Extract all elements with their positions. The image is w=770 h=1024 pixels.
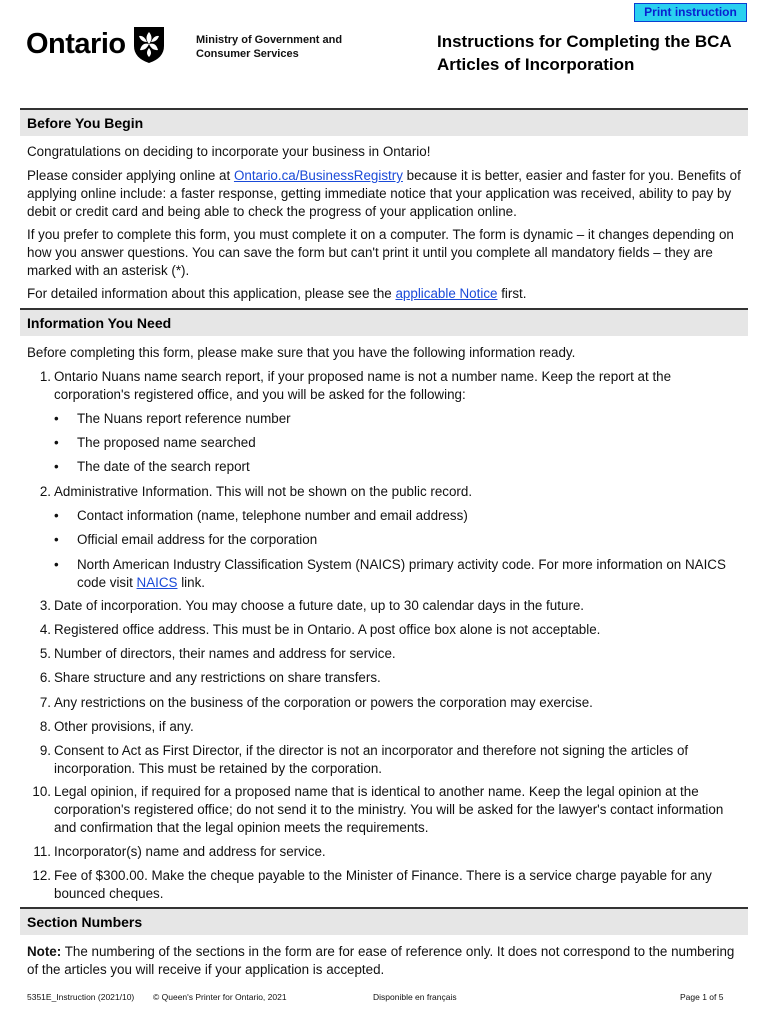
list-item: Legal opinion, if required for a proposed name that is identical to another name. Keep the legal opinion at the corporation's registered office; do not send it to the ministry. You will be asked for the lawyer's contact information and confirmation that the legal opinion meets the requirements. — [54, 784, 724, 835]
bullet-item: Contact information (name, telephone number and email address) — [77, 508, 468, 523]
apply-online-pre: Please consider applying online at — [27, 168, 234, 183]
bullet-item: Official email address for the corporation — [77, 532, 318, 547]
bullet: • — [54, 435, 59, 450]
list-item-nuans: Ontario Nuans name search report, if your proposed name is not a number name. Keep the report at the corporation's registered office, and you will be asked for the following: — [54, 369, 672, 402]
list-item: Other provisions, if any. — [54, 719, 194, 734]
naics-link[interactable]: NAICS — [136, 575, 178, 590]
section-heading-section-numbers: Section Numbers — [20, 907, 748, 935]
list-item: Number of directors, their names and address for service. — [54, 646, 396, 661]
apply-online-post: because it is better, easier and faster for you. Benefits of applying online include: a faster response, getting immediate notice that your application was received, ability to pay by debit or credit card and being able to check the progress of your application online. — [27, 168, 741, 219]
list-number: 6. — [39, 670, 51, 685]
list-number: 2. — [39, 484, 51, 499]
naics-pre: North American Industry Classification System (NAICS) primary activity code. For more information on NAICS code visit — [77, 557, 726, 590]
list-number: 12. — [32, 868, 51, 883]
list-number: 9. — [39, 743, 51, 758]
bullet-item: The Nuans report reference number — [77, 411, 291, 426]
logo-text: Ontario — [26, 27, 126, 60]
list-number: 8. — [39, 719, 51, 734]
list-item-administrative: Administrative Information. This will not be shown on the public record. — [54, 484, 473, 499]
list-number: 5. — [39, 646, 51, 661]
list-item: Share structure and any restrictions on share transfers. — [54, 670, 381, 685]
bullet-item: The proposed name searched — [77, 435, 256, 450]
list-number: 3. — [39, 598, 51, 613]
list-item: Consent to Act as First Director, if the director is not an incorporator and therefore not signing the articles of incorporation. This must be retained by the corporation. — [54, 743, 689, 776]
detailed-info-paragraph — [27, 285, 749, 303]
dynamic-form-paragraph: If you prefer to complete this form, you must complete it on a computer. The form is dynamic – it changes depending on how you answer questions. You can save the form but can't print it until you complete all mandatory fields – they are marked with an asterisk (*). — [27, 227, 734, 278]
apply-online-paragraph — [27, 167, 749, 221]
detailed-info-pre: For detailed information about this application, please see the — [27, 286, 396, 301]
congratulations-text: Congratulations on deciding to incorporate your business in Ontario! — [27, 144, 431, 159]
list-item: Incorporator(s) name and address for service. — [54, 844, 326, 859]
footer-copyright: © Queen's Printer for Ontario, 2021 — [153, 992, 287, 1002]
section-heading-information-you-need: Information You Need — [20, 308, 748, 336]
information-intro: Before completing this form, please make sure that you have the following information ready. — [27, 345, 576, 360]
detailed-info-post: first. — [497, 286, 527, 301]
list-item: Fee of $300.00. Make the cheque payable to the Minister of Finance. There is a service charge payable for any bounced cheques. — [54, 868, 712, 901]
applicable-notice-link[interactable]: applicable Notice — [395, 286, 498, 301]
list-item: Registered office address. This must be in Ontario. A post office box alone is not acceptable. — [54, 622, 601, 637]
bullet-item-naics — [77, 556, 745, 592]
footer-form-code: 5351E_Instruction (2021/10) — [27, 992, 135, 1002]
ontario-logo — [26, 22, 166, 66]
ministry-name: Ministry of Government and Consumer Services — [196, 34, 343, 60]
naics-post: link. — [177, 575, 206, 590]
document-title: Instructions for Completing the BCA Articles of Incorporation — [437, 32, 732, 74]
bullet: • — [54, 557, 59, 572]
list-number: 1. — [39, 369, 51, 384]
section-numbers-note — [27, 943, 749, 979]
list-number: 11. — [33, 844, 51, 859]
bullet: • — [54, 459, 59, 474]
footer-page-number: Page 1 of 5 — [680, 992, 724, 1002]
trillium-icon — [132, 24, 166, 64]
print-instruction-button[interactable]: Print instruction — [634, 3, 747, 22]
bullet-item: The date of the search report — [77, 459, 250, 474]
bullet: • — [54, 532, 59, 547]
list-number: 7. — [39, 695, 51, 710]
footer-french-available: Disponible en français — [373, 992, 457, 1002]
bullet: • — [54, 411, 59, 426]
list-item: Date of incorporation. You may choose a future date, up to 30 calendar days in the future. — [54, 598, 585, 613]
list-number: 4. — [39, 622, 51, 637]
note-text: The numbering of the sections in the form are for ease of reference only. It does not correspond to the numbering of the articles you will receive if your application is accepted. — [27, 944, 735, 977]
section-heading-before-you-begin: Before You Begin — [20, 108, 748, 136]
list-item: Any restrictions on the business of the corporation or powers the corporation may exercise. — [54, 695, 593, 710]
business-registry-link[interactable]: Ontario.ca/BusinessRegistry — [233, 168, 403, 183]
bullet: • — [54, 508, 59, 523]
list-number: 10. — [32, 784, 51, 799]
note-label: Note: — [27, 944, 62, 959]
